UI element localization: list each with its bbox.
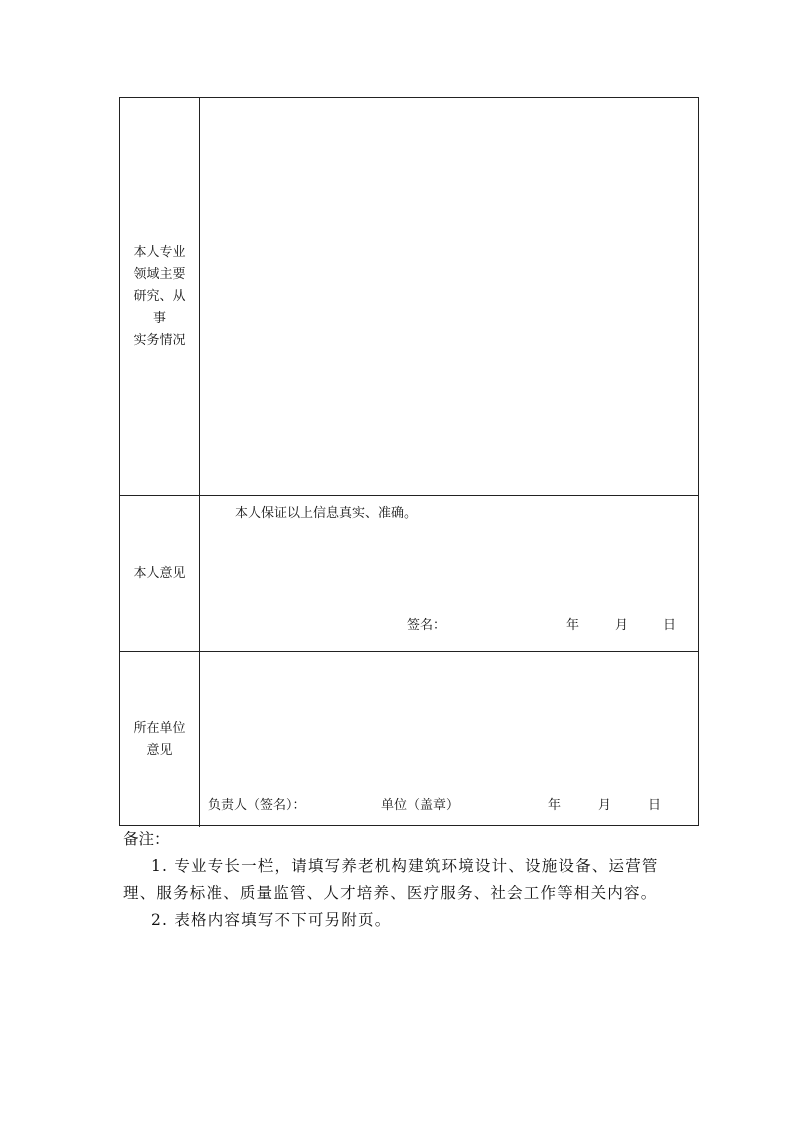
signature-label: 签名： — [407, 618, 447, 633]
note-item-1: 1. 专业专长一栏，请填写养老机构建筑环境设计、设施设备、运营管理、服务标准、质量监管、人才培养、医疗服务、社会工作等相关内容。 — [123, 857, 659, 902]
row-unit-opinion — [120, 651, 698, 827]
unit-opinion-cell[interactable] — [200, 652, 698, 827]
row-personal-opinion — [120, 495, 698, 651]
responsible-person-label: 负责人（签名）： — [208, 798, 306, 813]
unit-opinion-label: 所在单位 意见 — [133, 720, 186, 758]
month-label: 月 — [615, 618, 629, 633]
form-table — [119, 97, 699, 826]
year-label: 年 — [548, 798, 562, 813]
day-label: 日 — [663, 618, 677, 633]
label-cell — [120, 652, 200, 827]
year-label: 年 — [566, 618, 580, 633]
row-professional-field — [120, 98, 698, 495]
day-label: 日 — [648, 798, 662, 813]
label-cell — [120, 98, 200, 495]
professional-field-input[interactable] — [200, 98, 698, 495]
personal-opinion-label: 本人意见 — [133, 565, 186, 581]
personal-opinion-cell[interactable] — [200, 496, 698, 651]
month-label: 月 — [598, 798, 612, 813]
professional-field-label: 本人专业 领域主要 研究、从事 实务情况 — [133, 244, 186, 348]
unit-seal-label: 单位（盖章） — [381, 798, 460, 813]
label-cell — [120, 496, 200, 651]
notes-heading: 备注： — [123, 830, 170, 848]
notes-section — [123, 826, 688, 934]
note-item-2: 2. 表格内容填写不下可另附页。 — [151, 911, 392, 929]
guarantee-statement: 本人保证以上信息真实、准确。 — [235, 506, 418, 521]
